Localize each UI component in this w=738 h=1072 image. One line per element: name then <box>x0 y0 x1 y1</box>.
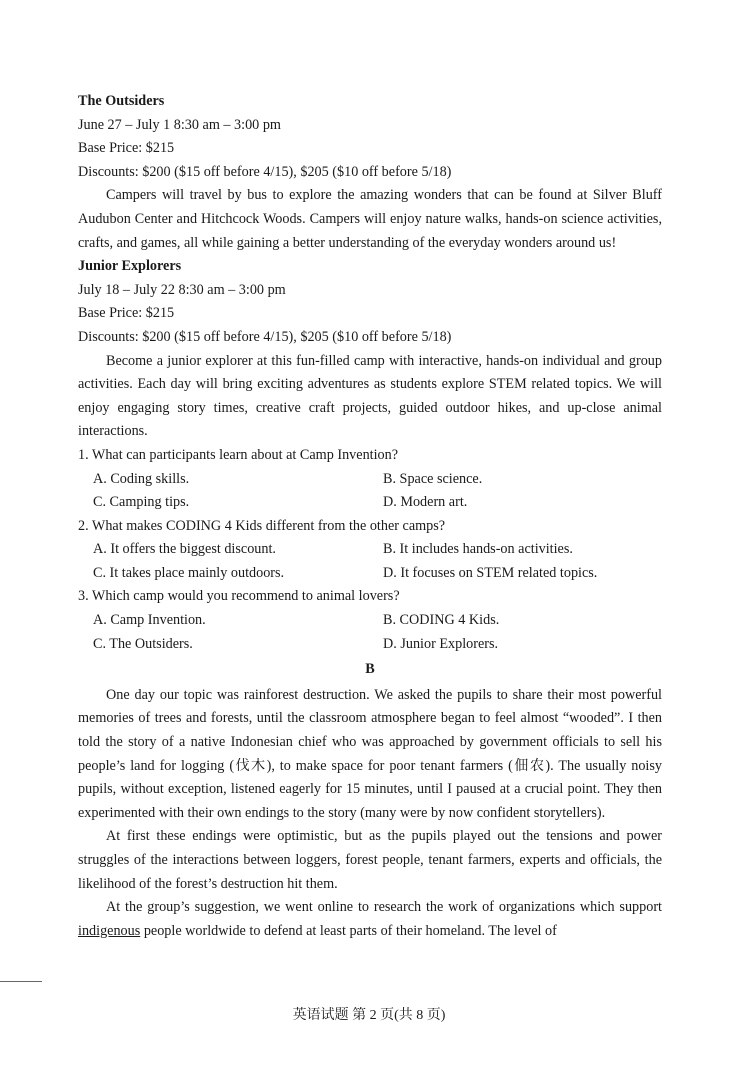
camp-dates: July 18 – July 22 8:30 am – 3:00 pm <box>78 281 286 298</box>
camp-title: Junior Explorers <box>78 258 182 275</box>
question-stem: 2. What makes CODING 4 Kids different from the other camps? <box>78 517 446 534</box>
camp-outsiders <box>78 90 662 255</box>
camp-discounts: Discounts: $200 ($15 off before 4/15), $205 ($10 off before 5/18) <box>78 163 452 180</box>
option-c: C. The Outsiders. <box>93 635 193 652</box>
camp-dates: June 27 – July 1 8:30 am – 3:00 pm <box>78 116 281 133</box>
camp-description: Become a junior explorer at this fun-filled camp with interactive, hands-on individual and group activities. Each day will bring exciting adventures as students explore STEM related topics. We will enjoy engaging story times, creative craft projects, guided outdoor hikes, and up-close animal interactions. <box>78 352 662 440</box>
option-d: D. Modern art. <box>383 494 468 511</box>
question-stem: 3. Which camp would you recommend to animal lovers? <box>78 588 400 605</box>
question-3 <box>78 585 662 656</box>
page-content <box>78 90 662 943</box>
option-b: B. Space science. <box>383 470 483 487</box>
option-c: C. Camping tips. <box>93 494 190 511</box>
option-a: A. It offers the biggest discount. <box>93 541 276 558</box>
option-a: A. Coding skills. <box>93 470 190 487</box>
section-b-heading: B <box>365 661 375 678</box>
option-a: A. Camp Invention. <box>93 612 206 629</box>
passage-paragraph-3 <box>78 896 662 943</box>
option-d: D. Junior Explorers. <box>383 635 499 652</box>
option-d: D. It focuses on STEM related topics. <box>383 564 598 581</box>
camp-description: Campers will travel by bus to explore the amazing wonders that can be found at Silver Bluff Audubon Center and Hitchcock Woods. Campers will enjoy nature walks, hands-on science activities, crafts, and games, all while gaining a better understanding of the everyday wonders around us! <box>78 187 662 251</box>
margin-rule <box>0 981 42 982</box>
question-options <box>78 609 662 656</box>
camp-price: Base Price: $215 <box>78 305 175 322</box>
question-1 <box>78 444 662 515</box>
passage-paragraph-2: At first these endings were optimistic, but as the pupils played out the tensions and power struggles of the interactions between loggers, forest people, tenant farmers, experts and officials, the likelihood of the forest’s destruction hit them. <box>78 828 662 892</box>
passage-b <box>78 684 662 944</box>
question-stem: 1. What can participants learn about at Camp Invention? <box>78 446 399 463</box>
option-b: B. CODING 4 Kids. <box>383 612 500 629</box>
camp-title: The Outsiders <box>78 93 165 109</box>
page-footer: 英语试题 第 2 页(共 8 页) <box>292 1008 446 1023</box>
camp-junior-explorers <box>78 255 662 444</box>
camp-discounts: Discounts: $200 ($15 off before 4/15), $205 ($10 off before 5/18) <box>78 328 452 345</box>
paragraph-text: people worldwide to defend at least parts of their homeland. The level of <box>140 922 557 939</box>
camp-price: Base Price: $215 <box>78 140 175 157</box>
question-options <box>78 468 662 515</box>
question-2 <box>78 515 662 586</box>
underlined-word: indigenous <box>78 922 141 939</box>
paragraph-text: At the group’s suggestion, we went online to research the work of organizations which support <box>106 899 662 916</box>
question-options <box>78 538 662 585</box>
option-b: B. It includes hands-on activities. <box>383 541 573 558</box>
passage-paragraph-1: One day our topic was rainforest destruction. We asked the pupils to share their most powerful memories of trees and forests, until the classroom atmosphere began to feel almost “wooded”. I then told the story of a native Indonesian chief who was approached by government officials to sell his people’s land for logging (伐木), to make space for poor tenant farmers (佃农). The usually noisy pupils, without exception, listened eagerly for 15 minutes, until I paused at a crucial point. They then experimented with their own endings to the story (many were by now confident storytellers). <box>78 686 662 821</box>
option-c: C. It takes place mainly outdoors. <box>93 564 285 581</box>
